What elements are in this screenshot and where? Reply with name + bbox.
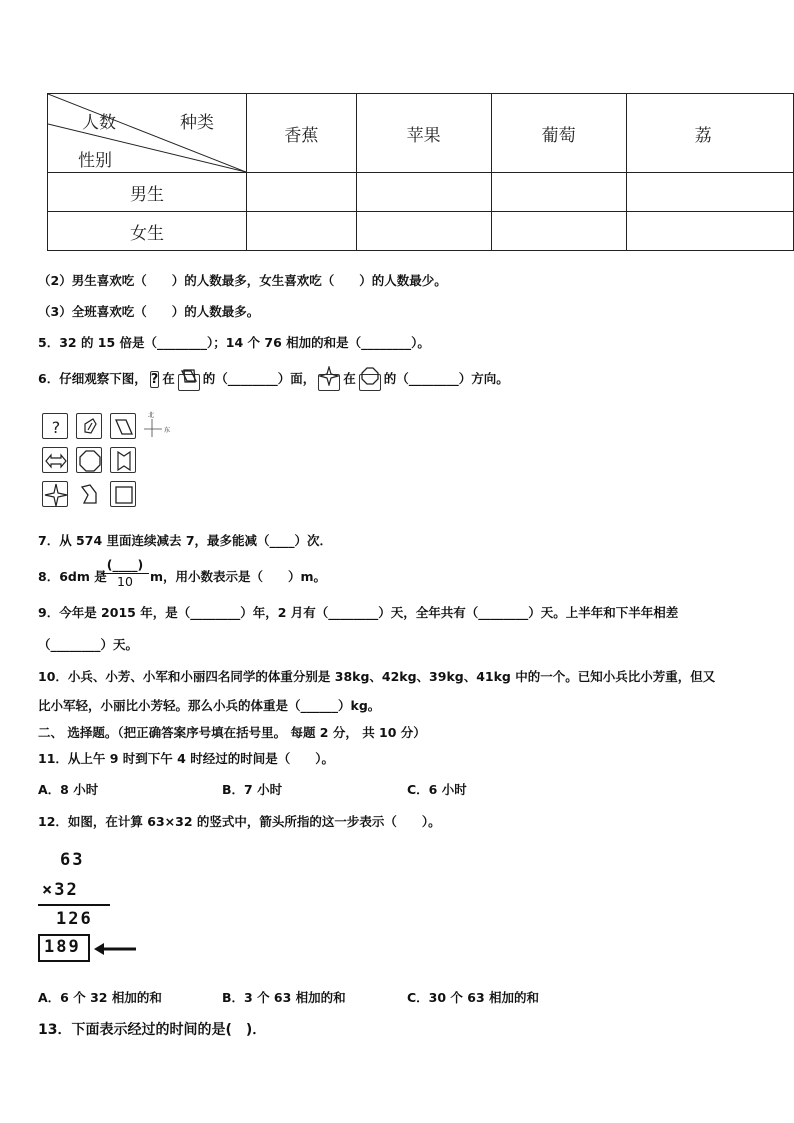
compass-icon — [142, 413, 172, 439]
header-label-gender: 性别 — [78, 151, 112, 171]
calc-multiplier: ×32 — [42, 880, 79, 900]
question-12: 12．如图，在计算 63×32 的竖式中，箭头所指的这一步表示（ ）。 — [38, 814, 441, 829]
parallelogram-icon — [178, 374, 200, 391]
question-13: 13．下面表示经过的时间的是( )． — [38, 1022, 267, 1038]
q12-option-b[interactable]: B．3 个 63 相加的和 — [222, 990, 346, 1005]
square-icon — [110, 481, 136, 507]
irregular-shape-icon — [76, 481, 102, 507]
double-arrow-icon — [42, 447, 68, 473]
question-11: 11．从上午 9 时到下午 4 时经过的时间是（ ）。 — [38, 751, 334, 766]
column-header: 苹果 — [356, 94, 491, 173]
table-cell[interactable] — [491, 173, 626, 212]
table-cell[interactable] — [356, 212, 491, 251]
four-point-star-icon — [318, 374, 340, 391]
four-point-star-cell — [42, 481, 68, 507]
question-6 — [38, 366, 509, 393]
calc-partial-product-2: 189 — [44, 937, 81, 957]
table-cell[interactable] — [356, 173, 491, 212]
table-row — [48, 212, 794, 251]
question-10-line1: 10．小兵、小芳、小军和小丽四名同学的体重分别是 38kg、42kg、39kg、41kg 中的一个。已知小兵比小芳重，但又 — [38, 669, 716, 684]
fraction-numerator: (____) — [101, 557, 149, 574]
q6-suffix: 的（________）方向。 — [383, 371, 509, 386]
question-7: 7．从 574 里面连续减去 7，最多能减（____）次． — [38, 533, 333, 548]
table-diagonal-header — [48, 94, 247, 173]
q6-mid1: 的（________）面， — [202, 371, 316, 386]
table-cell[interactable] — [247, 212, 357, 251]
q6-prefix: 6．仔细观察下图， — [38, 371, 147, 386]
compass-east-label: 东 — [164, 427, 171, 434]
question-5: 5．32 的 15 倍是（________）；14 个 76 相加的和是（________）。 — [38, 335, 430, 350]
q11-option-b[interactable]: B．7 小时 — [222, 782, 283, 797]
header-label-count: 人数 — [82, 113, 116, 133]
calc-partial-product-1: 126 — [56, 909, 93, 929]
parallelogram-cell — [110, 413, 136, 439]
q6-in2: 在 — [343, 371, 356, 386]
question-4-2: （2）男生喜欢吃（ ）的人数最多，女生喜欢吃（ ）的人数最少。 — [38, 273, 447, 288]
question-mark-box: ? — [150, 371, 159, 387]
fraction-denominator: 10 — [117, 574, 133, 589]
calc-multiplicand: 63 — [60, 850, 85, 870]
q11-option-a[interactable]: A．8 小时 — [38, 782, 99, 797]
table-cell[interactable] — [626, 212, 793, 251]
row-label: 男生 — [48, 173, 247, 212]
q6-in1: 在 — [162, 371, 175, 386]
calc-rule — [38, 904, 110, 906]
question-9-line1: 9．今年是 2015 年，是（________）年，2 月有（________）天，全年共有（________）天。上半年和下半年相差 — [38, 605, 679, 620]
question-4-3: （3）全班喜欢吃（ ）的人数最多。 — [38, 304, 260, 319]
octagon-cell — [76, 447, 102, 473]
svg-text:?: ? — [51, 418, 61, 437]
table-row — [48, 173, 794, 212]
column-header: 葡萄 — [491, 94, 626, 173]
table-cell[interactable] — [247, 173, 357, 212]
question-10-line2: 比小军轻，小丽比小芳轻。那么小兵的体重是（______）kg。 — [38, 698, 381, 713]
q12-option-c[interactable]: C．30 个 63 相加的和 — [407, 990, 540, 1005]
leaf-shape-icon — [76, 413, 102, 439]
column-header: 香蕉 — [247, 94, 357, 173]
row-label: 女生 — [48, 212, 247, 251]
table-cell[interactable] — [626, 173, 793, 212]
question-9-line2: （________）天。 — [38, 637, 139, 652]
pentagon-notch-icon — [110, 447, 136, 473]
section-2-heading: 二、 选择题。（把正确答案序号填在括号里。 每题 2 分， 共 10 分） — [38, 725, 426, 740]
q12-option-a[interactable]: A．6 个 32 相加的和 — [38, 990, 162, 1005]
question-8-prefix: 8．6dm 是 — [38, 569, 107, 584]
left-arrow-icon — [94, 941, 138, 961]
table-cell[interactable] — [491, 212, 626, 251]
q11-option-c[interactable]: C．6 小时 — [407, 782, 467, 797]
header-label-type: 种类 — [180, 113, 214, 133]
fruit-preference-table — [47, 93, 794, 251]
compass-north-label: 北 — [148, 412, 155, 419]
question-mark-cell — [42, 413, 68, 439]
question-8-suffix: m，用小数表示是（ ）m。 — [150, 569, 327, 584]
octagon-icon — [359, 374, 381, 391]
fraction — [101, 557, 149, 589]
column-header: 荔 — [626, 94, 793, 173]
